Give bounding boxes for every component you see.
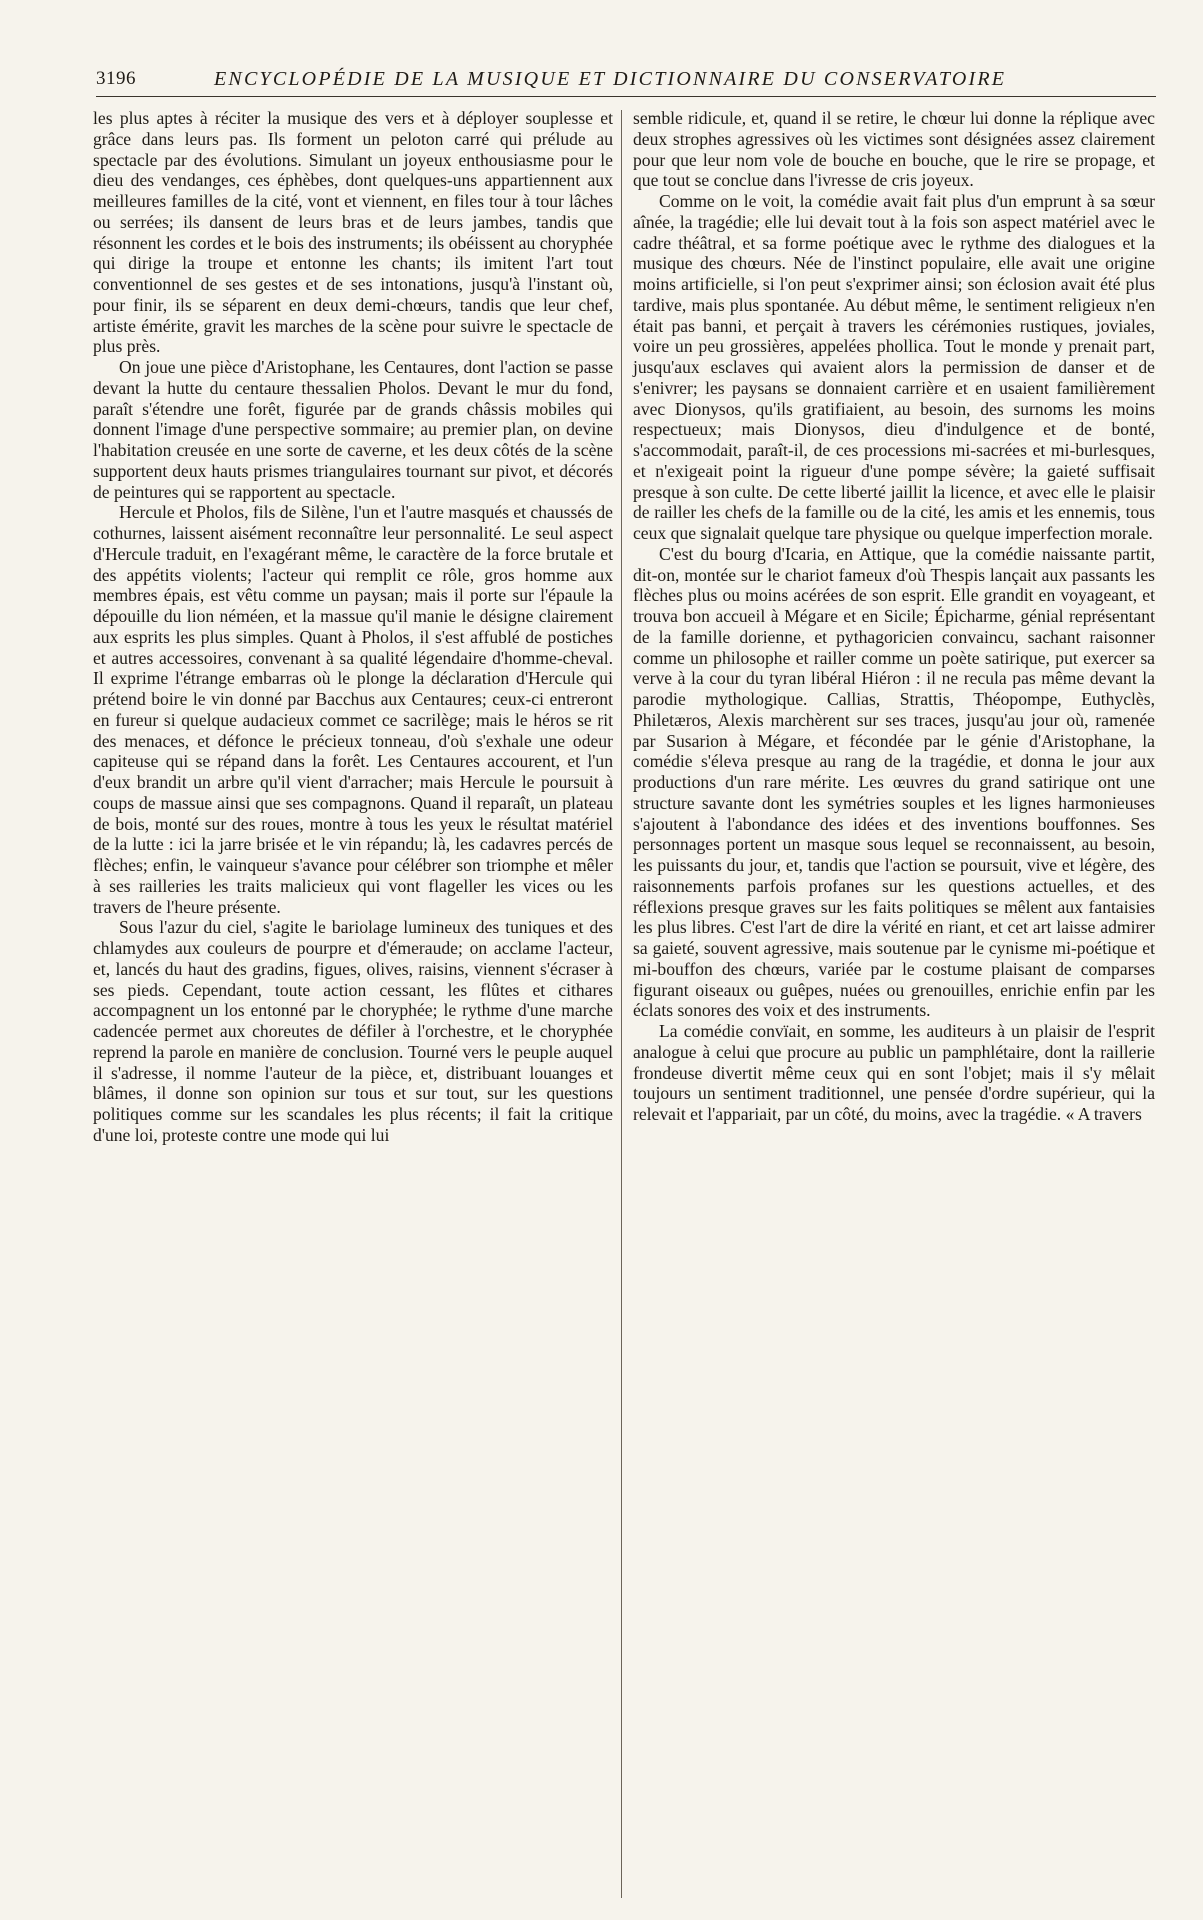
column-divider — [621, 110, 622, 1898]
paragraph: Sous l'azur du ciel, s'agite le bariolage lumineux des tuniques et des chlamydes aux couleurs de pourpre et d'émeraude; on acclame l'acteur, et, lancés du haut des gradins, figues, olives, raisins, viennent s'écraser à ses pieds. Cependant, toute action cessant, les flûtes et cithares accompagnent un los entonné par le choryphée; le rythme d'une marche cadencée permet aux choreutes de défiler à l'orchestre, et le choryphée reprend la parole en manière de conclusion. Tourné vers le peuple auquel il s'adresse, il nomme l'auteur de la pièce, et, distribuant louanges et blâmes, il donne son opinion sur tous et sur tout, sur les questions politiques comme sur les scandales les plus récents; il fait la critique d'une loi, proteste contre une mode qui lui — [93, 917, 613, 1145]
paragraph: On joue une pièce d'Aristophane, les Centaures, dont l'action se passe devant la hutte du centaure thessalien Pholos. Devant le mur du fond, paraît s'étendre une forêt, figurée par de grands châssis mobiles qui donnent l'image d'une perspective sommaire; au premier plan, on devine l'habitation creusée en une sorte de caverne, et les deux côtés de la scène supportent deux hauts prismes triangulaires tournant sur pivot, et décorés de peintures qui se rapportent au spectacle. — [93, 357, 613, 502]
page-number: 3196 — [96, 68, 136, 89]
page-header — [96, 68, 1156, 97]
paragraph: Hercule et Pholos, fils de Silène, l'un et l'autre masqués et chaussés de cothurnes, laissent aisément reconnaître leur personnalité. Le seul aspect d'Hercule traduit, en l'exagérant même, le caractère de la force brutale et des appétits violents; l'acteur qui remplit ce rôle, gros homme aux membres épais, est vêtu comme un paysan; mais il porte sur l'épaule la dépouille du lion néméen, et la massue qu'il manie le désigne clairement aux esprits les plus simples. Quant à Pholos, il s'est affublé de postiches et autres accessoires, convenant à sa qualité légendaire d'homme-cheval. Il exprime l'étrange embarras où le plonge la déclaration d'Hercule qui prétend boire le vin donné par Bacchus aux Centaures; ceux-ci entreront en fureur si quelque audacieux commet ce sacrilège; mais le héros se rit des menaces, et défonce le précieux tonneau, d'où s'exhale une odeur capiteuse qui se répand dans la forêt. Les Centaures accourent, et l'un d'eux brandit un arbre qu'il vient d'arracher; mais Hercule le poursuit à coups de massue ainsi que ses compagnons. Quand il reparaît, un plateau de bois, monté sur des roues, montre à tous les yeux le résultat matériel de la lutte : ici la jarre brisée et le vin répandu; là, les cadavres percés de flèches; enfin, le vainqueur s'avance pour célébrer son triomphe et mêler à ses railleries les traits malicieux qui vont flageller les vices ou les travers de l'heure présente. — [93, 502, 613, 917]
left-column — [93, 108, 613, 1146]
paragraph: C'est du bourg d'Icaria, en Attique, que la comédie naissante partit, dit-on, montée sur le chariot fameux d'où Thespis lançait aux passants les flèches plus ou moins acérées de son esprit. Elle grandit en voyageant, et trouva bon accueil à Mégare et en Sicile; Épicharme, génial représentant de la famille dorienne, et pythagoricien convaincu, sachant raisonner comme un philosophe et railler comme un poète satirique, put exercer sa verve à la cour du tyran libéral Hiéron : il ne recula pas même devant la parodie mythologique. Callias, Strattis, Théopompe, Euthyclès, Philetæros, Alexis marchèrent sur ses traces, jusqu'au jour où, ramenée par Susarion à Mégare, et fécondée par le génie d'Aristophane, la comédie s'éleva presque au rang de la tragédie, et donna le jour aux productions d'un rare mérite. Les œuvres du grand satirique ont une structure savante dont les symétries souples et les lignes harmonieuses s'ajoutent à l'abondance des idées et des inventions bouffonnes. Ses personnages portent un masque sous lequel se reconnaissent, au besoin, les puissants du jour, et, tandis que l'action se poursuit, vive et légère, des raisonnements parfois profanes sur les questions actuelles, et des réflexions presque graves sur les faits politiques se mêlent aux fantaisies les plus libres. C'est l'art de dire la vérité en riant, et cet art laisse admirer sa gaieté, souvent agressive, mais soutenue par le cynisme mi-poétique et mi-bouffon des chœurs, variée par le costume plaisant de comparses figurant oiseaux ou guêpes, nuées ou grenouilles, enrichie enfin par les éclats sonores des voix et des instruments. — [633, 543, 1155, 1021]
paragraph: les plus aptes à réciter la musique des vers et à déployer souplesse et grâce dans leurs pas. Ils forment un peloton carré qui prélude au spectacle par des évolutions. Simulant un joyeux enthousiasme pour le dieu des vendanges, ces éphèbes, dont quelques-uns appartiennent aux meilleures familles de la cité, vont et viennent, en files tour à tour lâches ou serrées; ils dansent de leurs bras et de leurs jambes, tandis que résonnent les cordes et le bois des instruments; ils obéissent au choryphée qui dirige la troupe et entonne les chants; ils imitent l'art tout conventionnel de ses gestes et de ses intonations, jusqu'à l'instant où, pour finir, ils se séparent en deux demi-chœurs, tandis que leur chef, artiste émérite, gravit les marches de la scène pour suivre le spectacle de plus près. — [93, 108, 613, 357]
right-column — [633, 108, 1155, 1125]
paragraph: semble ridicule, et, quand il se retire, le chœur lui donne la réplique avec deux strophes agressives où les victimes sont désignées assez clairement pour que leur nom vole de bouche en bouche, que le rire se propage, et que tout se conclue dans l'ivresse de cris joyeux. — [633, 108, 1155, 191]
paragraph: La comédie convïait, en somme, les auditeurs à un plaisir de l'esprit analogue à celui que procure au public un pamphlétaire, dont la raillerie frondeuse divertit même ceux qui en sont l'objet; mais il s'y mêlait toujours un sentiment traditionnel, une pensée d'ordre supérieur, qui la relevait et l'appariait, par un côté, du moins, avec la tragédie. « A travers — [633, 1021, 1155, 1124]
paragraph: Comme on le voit, la comédie avait fait plus d'un emprunt à sa sœur aînée, la tragédie; elle lui devait tout à la fois son aspect matériel avec le cadre théâtral, et sa forme poétique avec le rythme des dialogues et la musique des chœurs. Née de l'instinct populaire, elle avait une origine moins artificielle, si l'on peut s'exprimer ainsi; son éclosion avait été plus tardive, mais plus spontanée. Au début même, le sentiment religieux n'en était pas banni, et perçait à travers les cérémonies rustiques, joviales, voire un peu grossières, appelées phollica. Tout le monde y prenait part, jusqu'aux esclaves qui avaient alors la permission de danser et de s'enivrer; les paysans se donnaient carrière et en usaient familièrement avec Dionysos, qu'ils gratifiaient, au besoin, des surnoms les moins respectueux; mais Dionysos, dieu d'indulgence et de bonté, s'accommodait, paraît-il, de ces processions mi-sacrées et mi-burlesques, et n'exigeait point la rigueur d'une pompe sévère; la gaieté suffisait presque à son culte. De cette liberté jaillit la licence, et avec elle le plaisir de railler les chefs de la famille ou de la cité, les amis et les ennemis, tous ceux que signalait quelque tare physique ou quelque imperfection morale. — [633, 191, 1155, 543]
running-title: ENCYCLOPÉDIE DE LA MUSIQUE ET DICTIONNAIRE DU CONSERVATOIRE — [214, 68, 1007, 90]
